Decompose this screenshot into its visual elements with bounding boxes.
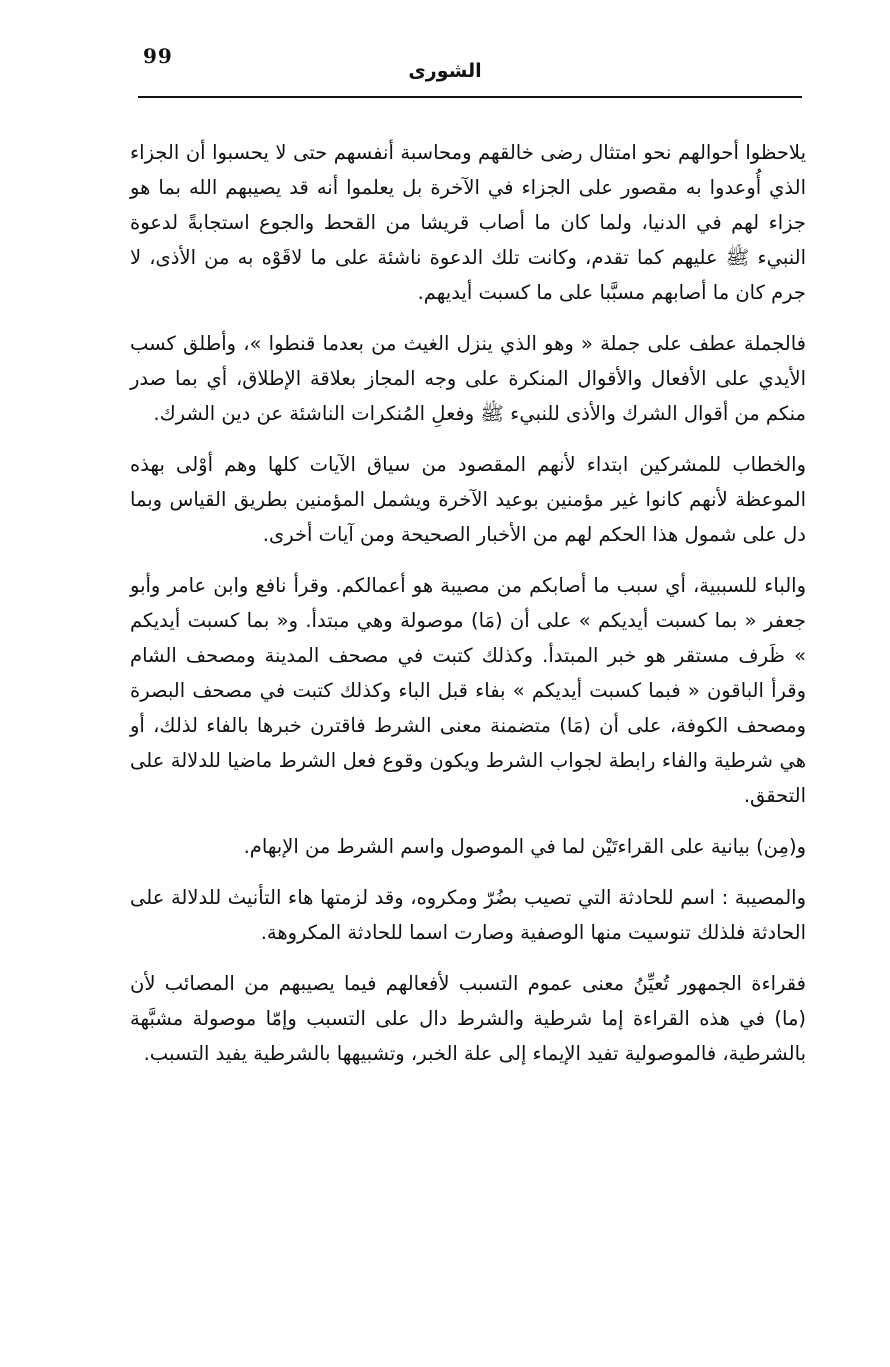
paragraph-3: والخطاب للمشركين ابتداء لأنهم المقصود من سياق الآيات كلها وهم أوْلى بهذه الموعظة لأنهم كانوا غير مؤمنين بوعيد الآخرة ويشمل المؤمنين بطريق القياس وبما دل على شمول هذا الحكم لهم من الأخبار الصحيحة ومن آيات أخرى. xyxy=(130,453,806,546)
paragraph-1: يلاحظوا أحوالهم نحو امتثال رضى خالقهم ومحاسبة أنفسهم حتى لا يحسبوا أن الجزاء الذي أُوعدوا به مقصور على الجزاء في الآخرة بل يعلموا أنه قد يصيبهم الله بما هو جزاء لهم في الدنيا، ولما كان ما أصاب قريشا من القحط والجوع استجابةً لدعوة النبيء ﷺ عليهم كما تقدم، وكانت تلك الدعوة ناشئة على ما لاقَوْه به من الأذى، لا جرم كان ما أصابهم مسبَّبا على ما كسبت أيديهم. xyxy=(130,141,806,304)
running-title: الشورى xyxy=(408,60,482,82)
paragraph-4: والباء للسببية، أي سبب ما أصابكم من مصيبة هو أعمالكم. وقرأ نافع وابن عامر وأبو جعفر « بما كسبت أيديكم » على أن (مَا) موصولة وهي مبتدأ. و« بما كسبت أيديكم » ظَرف مستقر هو خبر المبتدأ. وكذلك كتبت في مصحف المدينة ومصحف الشام وقرأ الباقون « فبما كسبت أيديكم » بفاء قبل الباء وكذلك كتبت في مصحف البصرة ومصحف الكوفة، على أن (مَا) متضمنة معنى الشرط فاقترن خبرها بالفاء لذلك، أو هي شرطية والفاء رابطة لجواب الشرط ويكون وقوع فعل الشرط ماضيا للدلالة على التحقق. xyxy=(130,574,806,807)
page-header xyxy=(0,0,890,100)
page-body xyxy=(130,135,806,1087)
paragraph-2: فالجملة عطف على جملة « وهو الذي ينزل الغيث من بعدما قنطوا »، وأطلق كسب الأيدي على الأفعال والأقوال المنكرة على وجه المجاز بعلاقة الإطلاق، أي بما صدر منكم من أقوال الشرك والأذى للنبيء ﷺ وفعلِ المُنكرات الناشئة عن دين الشرك. xyxy=(130,332,806,425)
header-rule xyxy=(138,96,802,98)
paragraph-7: فقراءة الجمهور تُعيِّنُ معنى عموم التسبب لأفعالهم فيما يصيبهم من المصائب لأن (ما) في هذه القراءة إما شرطية والشرط دال على التسبب وإمّا موصولة مشبَّهة بالشرطية، فالموصولية تفيد الإيماء إلى علة الخبر، وتشبيهها بالشرطية يفيد التسبب. xyxy=(130,972,806,1065)
page-number: 99 xyxy=(143,44,173,68)
paragraph-6: والمصيبة : اسم للحادثة التي تصيب بضُرّ ومكروه، وقد لزمتها هاء التأنيث للدلالة على الحادثة فلذلك تنوسيت منها الوصفية وصارت اسما للحادثة المكروهة. xyxy=(130,886,806,944)
paragraph-5: و(مِن) بيانية على القراءتَيْن لما في الموصول واسم الشرط من الإبهام. xyxy=(243,835,806,858)
